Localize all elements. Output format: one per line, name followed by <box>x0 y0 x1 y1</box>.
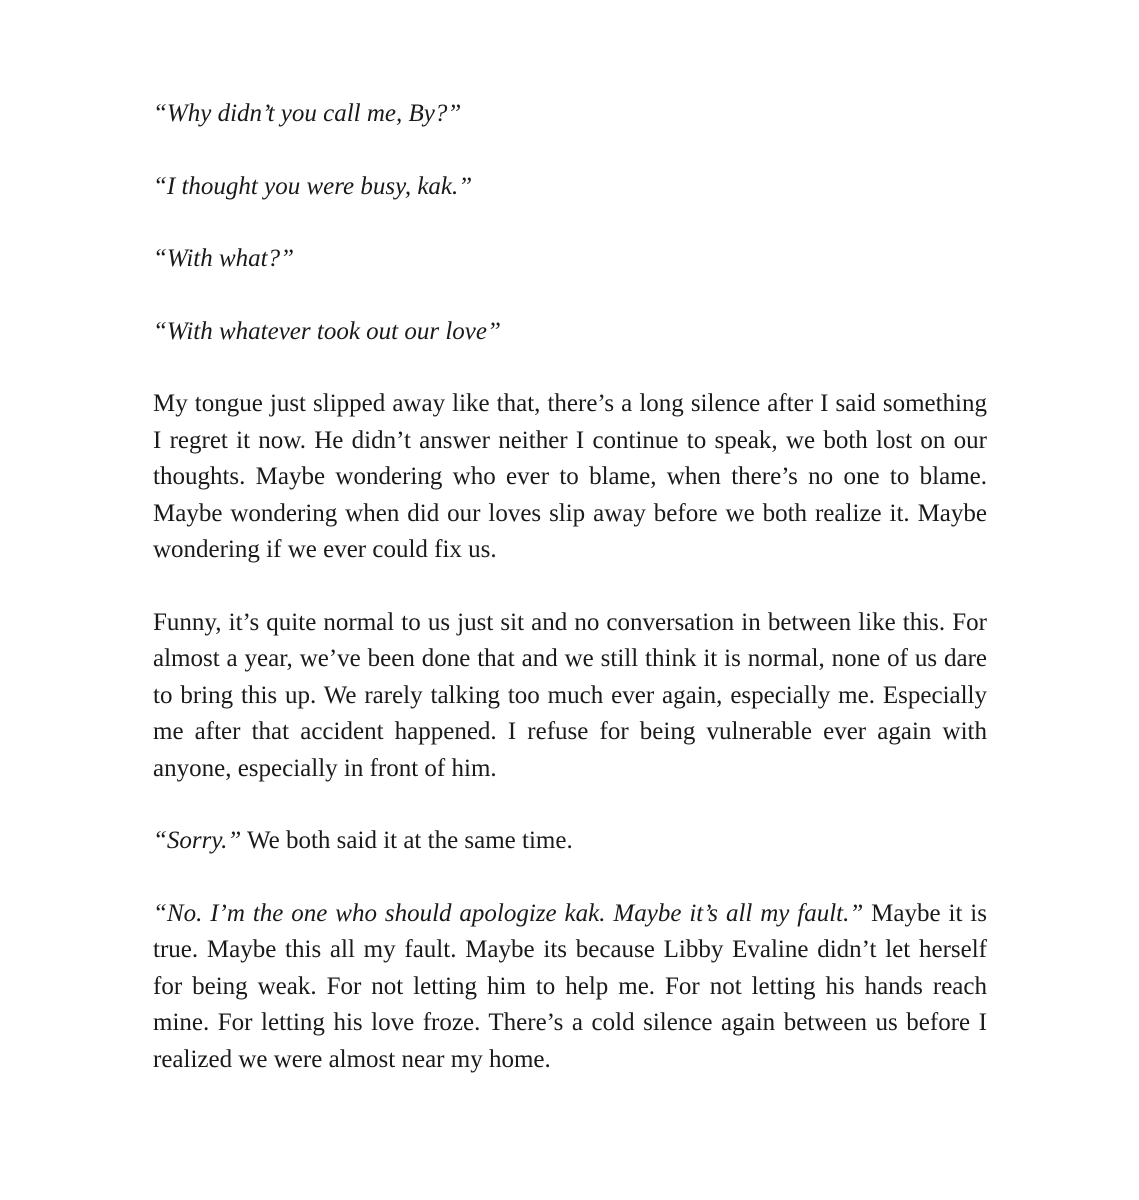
paragraph-4 <box>153 896 987 1079</box>
paragraph-1: My tongue just slipped away like that, there’s a long silence after I said something I regret it now. He didn’t answer neither I continue to speak, we both lost on our thoughts. Maybe wondering who ever to blame, when there’s no one to blame. Maybe wondering when did our loves slip away before we both realize it. Maybe wondering if we ever could fix us. <box>153 390 987 563</box>
paragraph-3-text: We both said it at the same time. <box>241 827 573 854</box>
dialogue-line-3: “With what?” <box>153 245 295 272</box>
document-page <box>153 96 987 1078</box>
paragraph-4-text: Maybe it is true. Maybe this all my fault. Maybe its because Libby Evaline didn’t let herself for being weak. For not letting him to help me. For not letting his hands reach mine. For letting his love froze. There’s a cold silence again between us before I realized we were almost near my home. <box>153 899 987 1073</box>
paragraph-3-quote: “Sorry.” <box>153 827 242 854</box>
dialogue-line-4: “With whatever took out our love” <box>153 317 501 345</box>
paragraph-3 <box>153 823 987 860</box>
paragraph-4-quote: “No. I’m the one who should apologize kak. Maybe it’s all my fault.” <box>153 899 864 927</box>
paragraph-2: Funny, it’s quite normal to us just sit and no conversation in between like this. For almost a year, we’ve been done that and we still think it is normal, none of us dare to bring this up. We rarely talking too much ever again, especially me. Especially me after that accident happened. I refuse for being vulnerable ever again with anyone, especially in front of him. <box>153 608 987 782</box>
dialogue-line-2: “I thought you were busy, kak.” <box>153 172 473 200</box>
dialogue-line-1: “Why didn’t you call me, By?” <box>153 100 462 127</box>
